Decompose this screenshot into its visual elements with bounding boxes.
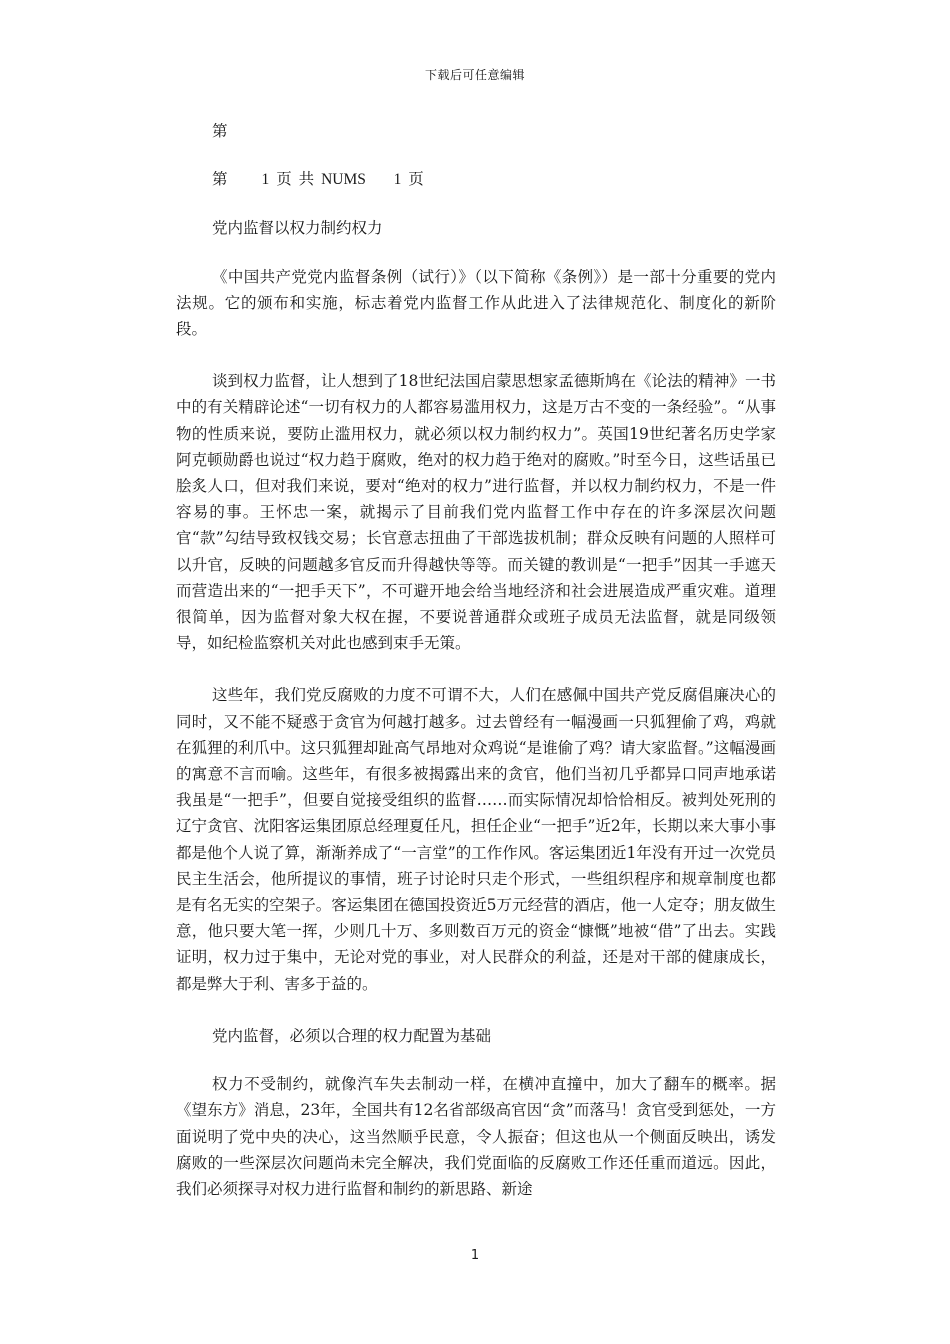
section-heading: 党内监督，必须以合理的权力配置为基础 [212, 1026, 492, 1045]
page-count-middle: 页 共 [276, 170, 315, 189]
page-count-total-field: NUMS [321, 171, 366, 189]
page-count-total: 1 [393, 171, 402, 189]
paragraph-4: 权力不受制约，就像汽车失去制动一样，在横冲直撞中，加大了翻车的概率。据《望东方》消息，23年，全国共有12名省部级高官因“贪”而落马！贪官受到惩处，一方面说明了党中央的决心，这当然顺乎民意，令人振奋；但这也从一个侧面反映出，诱发腐败的一些深层次问题尚未完全解决，我们党面临的反腐败工作还任重而道远。因此，我们必须探寻对权力进行监督和制约的新思路、新途 [176, 1075, 776, 1198]
page-header: 下载后可任意编辑 [424, 68, 525, 82]
paragraph-3: 这些年，我们党反腐败的力度不可谓不大，人们在感佩中国共产党反腐倡廉决心的同时，又不能不疑惑于贪官为何越打越多。过去曾经有一幅漫画一只狐狸偷了鸡，鸡就在狐狸的利爪中。这只狐狸却趾高气昂地对众鸡说“是谁偷了鸡？请大家监督。”这幅漫画的寓意不言而喻。这些年，有很多被揭露出来的贪官，他们当初几乎都异口同声地承诺我虽是“一把手”，但要自觉接受组织的监督……而实际情况却恰恰相反。被判处死刑的辽宁贪官、沈阳客运集团原总经理夏任凡，担任企业“一把手”近2年，长期以来大事小事都是他个人说了算，渐渐养成了“一言堂”的工作作风。客运集团近1年没有开过一次党员民主生活会，他所提议的事情，班子讨论时只走个形式，一些组织程序和规章制度也都是有名无实的空架子。客运集团在德国投资近5万元经营的酒店，他一人定夺；朋友做生意，他只要大笔一挥，少则几十万、多则数百万元的资金“慷慨”地被“借”了出去。实践证明，权力过于集中，无论对党的事业，对人民群众的利益，还是对干部的健康成长，都是弊大于利、害多于益的。 [176, 686, 776, 993]
document-title: 党内监督以权力制约权力 [212, 219, 383, 238]
page-count-line [212, 166, 776, 193]
paragraph-2: 谈到权力监督，让人想到了18世纪法国启蒙思想家孟德斯鸠在《论法的精神》一书中的有关精辟论述“一切有权力的人都容易滥用权力，这是万古不变的一条经验”。“从事物的性质来说，要防止滥用权力，就必须以权力制约权力”。英国19世纪著名历史学家阿克顿勋爵也说过“权力趋于腐败，绝对的权力趋于绝对的腐败。”时至今日，这些话虽已脍炙人口，但对我们来说，要对“绝对的权力”进行监督，并以权力制约权力，不是一件容易的事。王怀忠一案，就揭示了目前我们党内监督工作中存在的许多深层次问题官“款”勾结导致权钱交易；长官意志扭曲了干部选拔机制；群众反映有问题的人照样可以升官，反映的问题越多官反而升得越快等等。而关键的教训是“一把手”因其一手遮天而营造出来的“一把手天下”，不可避开地会给当地经济和社会进展造成严重灾难。道理很简单，因为监督对象大权在握，不要说普通群众或班子成员无法监督，就是同级领导，如纪检监察机关对此也感到束手无策。 [176, 372, 776, 653]
paragraph-1: 《中国共产党党内监督条例（试行）》（以下简称《条例》）是一部十分重要的党内法规。它的颁布和实施，标志着党内监督工作从此进入了法律规范化、制度化的新阶段。 [176, 267, 776, 339]
page-number: 1 [470, 1248, 480, 1263]
document-body [176, 118, 776, 1228]
page-count-prefix: 第 [212, 170, 228, 189]
page-count-suffix: 页 [408, 170, 424, 189]
page-count-current: 1 [261, 171, 270, 189]
page-label: 第 [212, 122, 228, 140]
